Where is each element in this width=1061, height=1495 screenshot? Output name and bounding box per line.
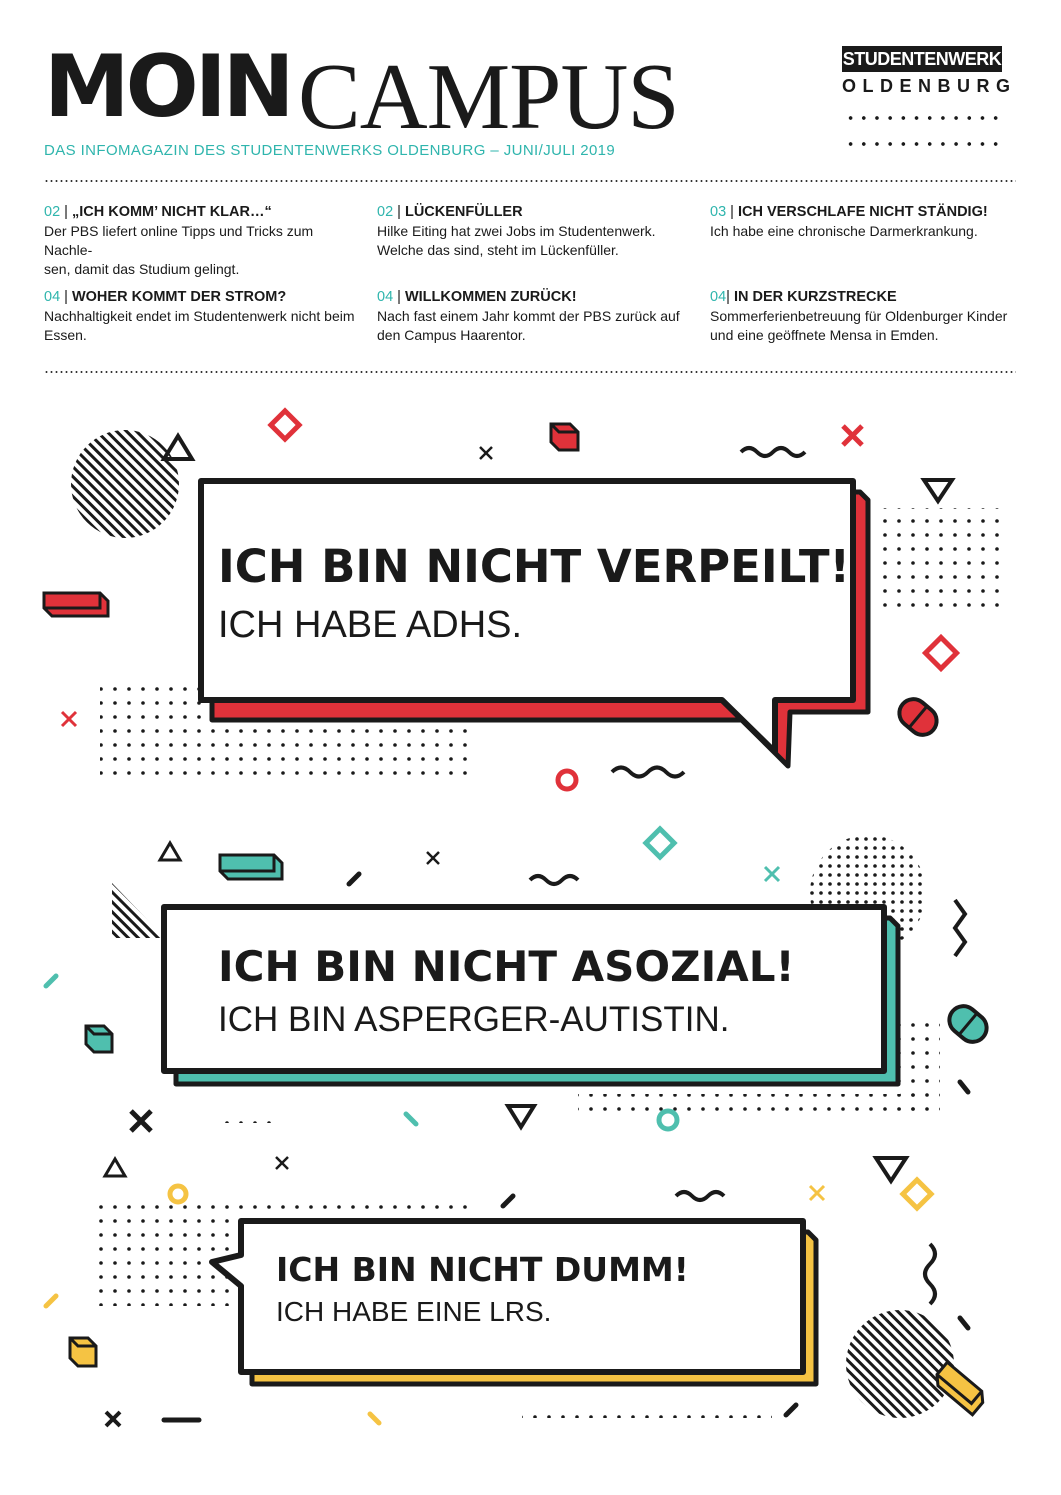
dot-grid	[880, 508, 1000, 608]
dot-row	[522, 1408, 772, 1418]
toc-title: WILLKOMMEN ZURÜCK!	[404, 289, 577, 305]
squiggle-icon	[676, 1192, 724, 1200]
dash-icon	[786, 1405, 796, 1415]
bar-3d-icon	[220, 855, 282, 879]
triangle-down-icon	[508, 1106, 534, 1127]
toc-text: sen, damit das Studium gelingt.	[44, 261, 240, 277]
dash-icon	[960, 1082, 968, 1092]
triangle-down-icon	[876, 1158, 906, 1181]
toc-text: Hilke Eiting hat zwei Jobs im Studentenwerk.	[377, 223, 656, 239]
squiggle-icon	[612, 768, 684, 777]
diamond-icon	[903, 1180, 931, 1208]
toc-title: LÜCKENFÜLLER	[404, 204, 523, 220]
dotted-divider	[44, 180, 1016, 182]
x-icon	[480, 447, 492, 459]
pill-icon	[894, 693, 943, 740]
x-icon	[276, 1157, 288, 1169]
toc-text: und eine geöffnete Mensa in Emden.	[710, 327, 939, 343]
triangle-icon	[160, 843, 180, 860]
triangle-down-icon	[924, 480, 952, 501]
bar-3d-icon	[932, 1362, 988, 1414]
dash-icon	[503, 1196, 513, 1206]
toc-item[interactable]: 04 | WOHER KOMMT DER STROM? Nachhaltigkeit endet im Studentenwerk nicht beim Essen.	[44, 288, 362, 345]
masthead-title-moin: MOIN	[44, 37, 291, 137]
toc-text: Sommerferienbetreuung für Oldenburger Kinder	[710, 308, 1008, 324]
bubble-2-subtitle: ICH BIN ASPERGER-AUTISTIN.	[218, 1000, 730, 1039]
ring-icon	[558, 771, 576, 789]
bubble-3-subtitle: ICH HABE EINE LRS.	[276, 1296, 552, 1327]
toc-item[interactable]: 02 | LÜCKENFÜLLER Hilke Eiting hat zwei Jobs im Studentenwerk. Welche das sind, steht im Lückenfüller.	[377, 203, 695, 260]
toc-item[interactable]: 02 | „ICH KOMM’ NICHT KLAR…“ Der PBS liefert online Tipps und Tricks zum Nachle- sen, damit das Studium gelingt.	[44, 203, 362, 279]
logo-dot-row	[844, 142, 1002, 146]
masthead-title-campus: CAMPUS	[298, 45, 679, 149]
dash-icon	[960, 1318, 968, 1328]
toc-text: Der PBS liefert online Tipps und Tricks zum Nachle-	[44, 223, 314, 258]
toc-page-number: 02	[377, 204, 394, 220]
toc-text: Ich habe eine chronische Darmerkrankung.	[710, 223, 978, 239]
dot-grid	[578, 1094, 918, 1120]
diamond-icon	[646, 829, 674, 857]
diamond-icon	[925, 637, 956, 668]
masthead-subline: DAS INFOMAGAZIN DES STUDENTENWERKS OLDENBURG – JUNI/JULI 2019	[44, 142, 616, 159]
zigzag-icon	[955, 900, 965, 956]
bubble-1-subtitle: ICH HABE ADHS.	[218, 604, 523, 646]
logo-studentenwerk: STUDENTENWERK	[842, 46, 1002, 72]
dotted-divider	[44, 371, 1016, 373]
toc-text: Nach fast einem Jahr kommt der PBS zurück auf	[377, 308, 680, 324]
toc-text: Welche das sind, steht im Lückenfüller.	[377, 242, 619, 258]
toc-item[interactable]: 03 | ICH VERSCHLAFE NICHT STÄNDIG! Ich habe eine chronische Darmerkrankung.	[710, 203, 1028, 241]
toc-text: den Campus Haarentor.	[377, 327, 526, 343]
toc-title: ICH VERSCHLAFE NICHT STÄNDIG!	[737, 204, 988, 220]
squiggle-icon	[530, 876, 578, 884]
toc-title: IN DER KURZSTRECKE	[733, 289, 897, 305]
toc-page-number: 02	[44, 204, 61, 220]
logo-dot-row	[844, 116, 1002, 120]
dash-icon	[46, 1296, 56, 1306]
diamond-icon	[271, 411, 299, 439]
toc-title: „ICH KOMM’ NICHT KLAR…“	[71, 204, 272, 220]
toc-page-number: 04	[710, 289, 727, 305]
dot-row	[218, 1113, 278, 1123]
toc-item[interactable]: 04| IN DER KURZSTRECKE Sommerferienbetreuung für Oldenburger Kinder und eine geöffnete Mensa in Emden.	[710, 288, 1028, 345]
x-icon	[62, 712, 76, 726]
x-icon	[765, 867, 779, 881]
x-icon	[810, 1186, 824, 1200]
bubble-3-title: ICH BIN NICHT DUMM!	[276, 1250, 689, 1289]
squiggle-icon	[741, 448, 805, 456]
hatched-circle	[71, 430, 179, 538]
bubble-1-title: ICH BIN NICHT VERPEILT!	[218, 540, 851, 593]
ring-icon	[659, 1111, 677, 1129]
triangle-icon	[105, 1159, 125, 1176]
toc-page-number: 03	[710, 204, 727, 220]
logo-oldenburg: OLDENBURG	[842, 76, 1017, 96]
x-icon	[106, 1412, 120, 1426]
bubble-2-title: ICH BIN NICHT ASOZIAL!	[218, 942, 795, 991]
dash-icon	[46, 976, 56, 986]
hatched-circle	[846, 1310, 954, 1418]
bar-3d-icon	[44, 593, 108, 616]
x-icon	[131, 1111, 151, 1131]
toc-item[interactable]: 04 | WILLKOMMEN ZURÜCK! Nach fast einem Jahr kommt der PBS zurück auf den Campus Haarentor.	[377, 288, 695, 345]
x-icon	[427, 852, 439, 864]
x-icon	[843, 426, 862, 445]
dash-icon	[406, 1114, 416, 1124]
toc-page-number: 04	[377, 289, 394, 305]
cube-icon	[86, 1026, 112, 1052]
toc-title: WOHER KOMMT DER STROM?	[71, 289, 287, 305]
dash-icon	[370, 1414, 379, 1423]
cube-icon	[551, 424, 578, 450]
zigzag-icon	[925, 1244, 935, 1304]
dash-icon	[349, 874, 359, 884]
speech-bubble-2	[164, 907, 898, 1084]
cube-icon	[70, 1338, 96, 1366]
toc-text: Essen.	[44, 327, 87, 343]
toc-page-number: 04	[44, 289, 61, 305]
triangle-icon	[164, 436, 192, 459]
toc-text: Nachhaltigkeit endet im Studentenwerk nicht beim	[44, 308, 355, 324]
pill-icon	[944, 1000, 993, 1047]
